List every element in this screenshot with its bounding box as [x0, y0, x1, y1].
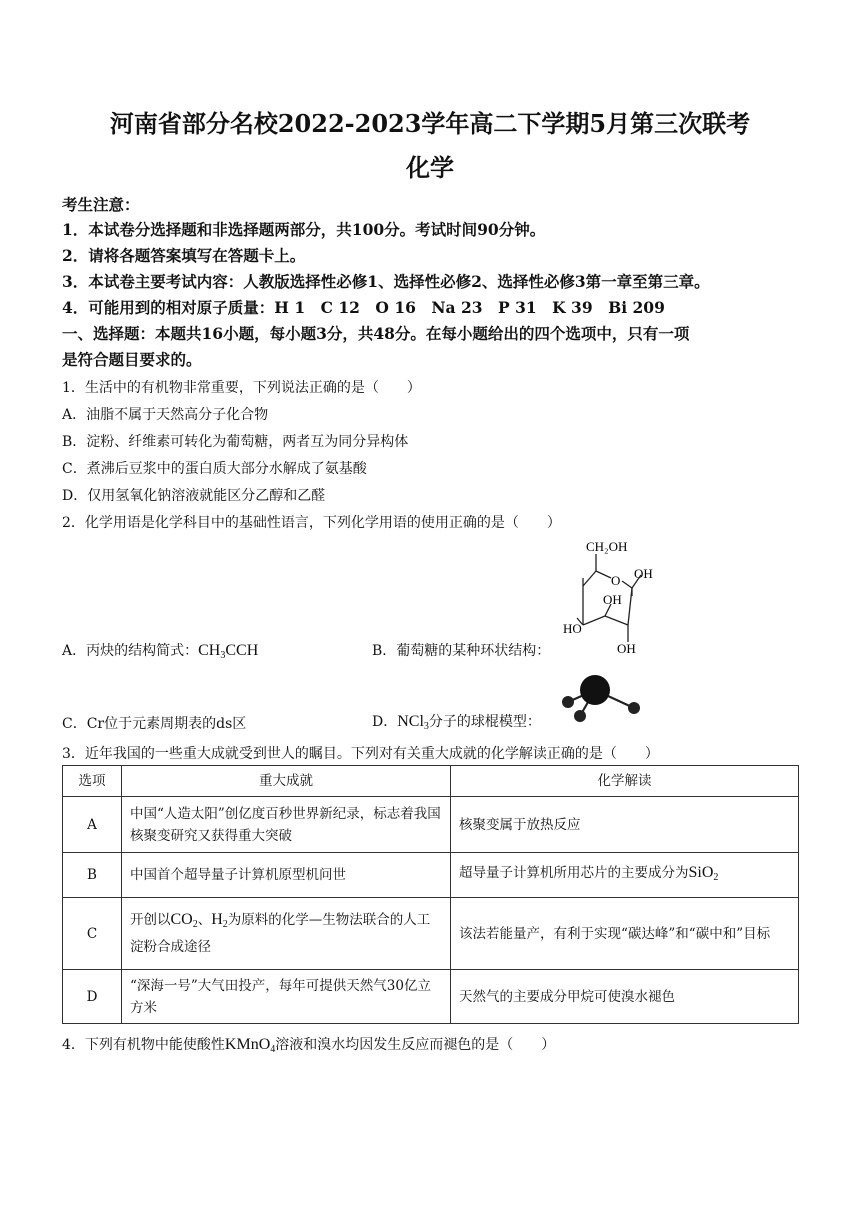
- ncl3-formula: NCl$_3$: [397, 713, 429, 732]
- table-row: [63, 853, 799, 898]
- header-interpretation: 化学解读: [451, 766, 799, 797]
- glucose-ring-structure: [555, 538, 675, 663]
- table-row: [63, 898, 799, 970]
- notice-item: 4．可能用到的相对原子质量：H 1 C 12 O 16 Na 23 P 31 K 39 Bi 209: [62, 298, 665, 317]
- q1-stem: 1．生活中的有机物非常重要，下列说法正确的是（ ）: [62, 380, 421, 396]
- subject-title: 化学: [406, 153, 454, 182]
- header-achievement: 重大成就: [122, 766, 451, 797]
- page-title: 河南省部分名校2022-2023学年高二下学期5月第三次联考: [109, 109, 751, 138]
- q2-option-a: [62, 640, 258, 661]
- row-interpretation: 核聚变属于放热反应: [451, 797, 799, 853]
- row-achievement: 开创以$CO_2$、$H_2$为原料的化学—生物法联合的人工淀粉合成途径: [122, 898, 451, 970]
- glucose-oh-mid-label: OH: [603, 592, 622, 607]
- notice-heading: 考生注意：: [62, 195, 140, 214]
- glucose-ho-left-label: HO: [563, 621, 582, 636]
- header-option: 选项: [63, 766, 122, 797]
- row-interpretation: 该法若能量产，有利于实现“碳达峰”和“碳中和”目标: [451, 898, 799, 970]
- table-row: [63, 970, 799, 1024]
- q1-option-b: B．淀粉、纤维素可转化为葡萄糖，两者互为同分异构体: [62, 434, 409, 450]
- q1-option-d: D．仅用氢氧化钠溶液就能区分乙醇和乙醛: [62, 488, 326, 504]
- ncl3-ball-stick-model: [558, 672, 648, 724]
- notice-item: 2．请将各题答案填写在答题卡上。: [62, 246, 306, 265]
- propyne-formula: $CH_3CCH$: [198, 642, 259, 661]
- q1-option-c: C．煮沸后豆浆中的蛋白质大部分水解成了氨基酸: [62, 461, 367, 477]
- glucose-oh-bottom-label: OH: [617, 641, 636, 656]
- row-option: A: [63, 797, 122, 853]
- glucose-ring-o-label: O: [611, 573, 621, 588]
- glucose-ch2oh-label: CH₂OH: [586, 539, 628, 554]
- table-header-row: [63, 766, 799, 797]
- row-option: C: [63, 898, 122, 970]
- table-row: [63, 797, 799, 853]
- q2-option-c: C．Cr位于元素周期表的ds区: [62, 716, 247, 732]
- q2-option-b: B．葡萄糖的某种环状结构：: [372, 643, 551, 659]
- q4-stem: 4．下列有机物中能使酸性KMnO$_4$溶液和溴水均因发生反应而褪色的是（ ）: [62, 1036, 556, 1055]
- row-interpretation: 天然气的主要成分甲烷可使溴水褪色: [451, 970, 799, 1024]
- section-heading-cont: 是符合题目要求的。: [62, 350, 202, 369]
- row-interpretation: 超导量子计算机所用芯片的主要成分为SiO$_2$: [451, 853, 799, 898]
- q3-stem: 3．近年我国的一些重大成就受到世人的瞩目。下列对有关重大成就的化学解读正确的是（ ）: [62, 746, 659, 762]
- notice-item: 3．本试卷主要考试内容：人教版选择性必修1、选择性必修2、选择性必修3第一章至第三章。: [62, 272, 710, 291]
- row-achievement: 中国首个超导量子计算机原型机问世: [122, 853, 451, 898]
- row-achievement: 中国“人造太阳”创亿度百秒世界新纪录，标志着我国核聚变研究又获得重大突破: [122, 797, 451, 853]
- q3-achievements-table: [62, 765, 799, 1024]
- q1-option-a: A．油脂不属于天然高分子化合物: [62, 407, 269, 423]
- section-heading: 一、选择题：本题共16小题，每小题3分，共48分。在每小题给出的四个选项中，只有一项: [62, 324, 690, 343]
- notice-item: 1．本试卷分选择题和非选择题两部分，共100分。考试时间90分钟。: [62, 220, 546, 239]
- row-option: B: [63, 853, 122, 898]
- q2-option-d: D．NCl$_3$分子的球棍模型：: [372, 713, 541, 732]
- q2-stem: 2．化学用语是化学科目中的基础性语言，下列化学用语的使用正确的是（ ）: [62, 515, 561, 531]
- row-achievement: “深海一号”大气田投产，每年可提供天然气30亿立方米: [122, 970, 451, 1024]
- glucose-oh-right-label: OH: [634, 566, 653, 581]
- q2-option-a-label: A．丙炔的结构简式：: [62, 643, 199, 659]
- row-option: D: [63, 970, 122, 1024]
- kmno4-formula: KMnO$_4$: [224, 1036, 276, 1055]
